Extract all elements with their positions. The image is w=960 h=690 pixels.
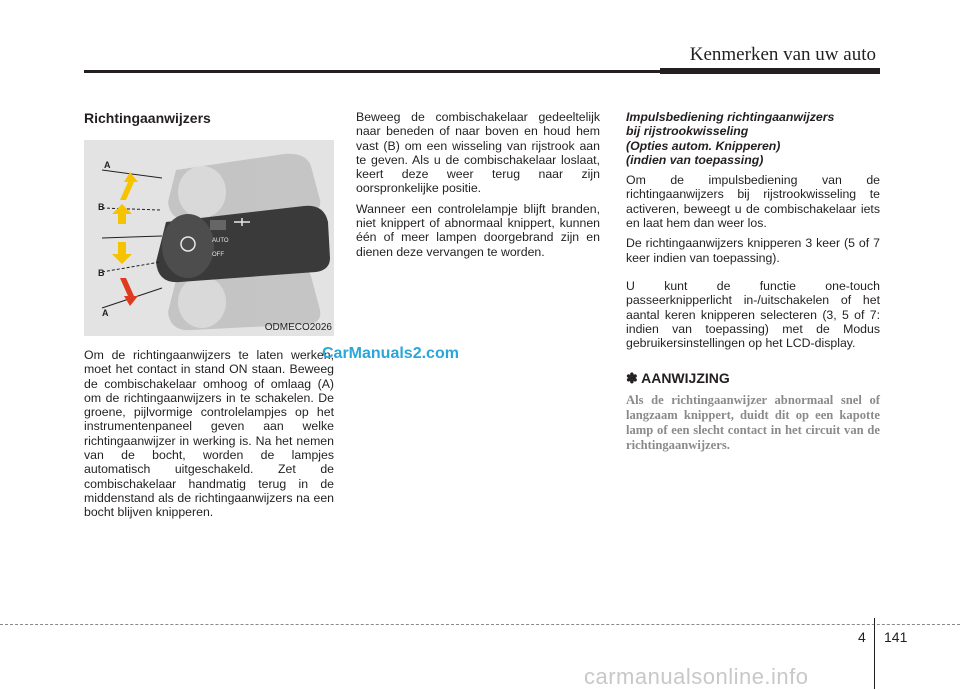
arrow-up-icon [112, 204, 132, 224]
middle-paragraph-1: Beweeg de combischakelaar gedeeltelijk naar beneden of naar boven en houd hem vast (B) om een wisseling van rijstrook aan te geven. Als u de combischakelaar loslaat, keert deze weer terug naar zijn oorspronkelijke positie. [356, 110, 600, 196]
left-column [84, 110, 334, 526]
switch-label-off: OFF [212, 252, 224, 258]
middle-paragraph-2: Wanneer een controlelampje blijft branden, niet knippert of abnormaal knippert, kunnen één of meer lampen doorgebrand zijn en dienen deze vervangen te worden. [356, 201, 600, 259]
left-paragraph: Om de richtingaanwijzers te laten werken, moet het contact in stand ON staan. Beweeg de combischakelaar omhoog of omlaag (A) om de richtingaanwijzers in te schakelen. De groene, pijlvormige controlelampjes op het instrumentenpaneel geven aan welke richtingaanwijzer in werking is. Na het nemen van de bocht, worden de lampjes automatisch uitgeschakeld. Zet de combischakelaar handmatig terug in de middenstand als de richtingaanwijzers na een bocht blijven knipperen. [84, 348, 334, 520]
figure-caption: ODMECO2026 [264, 322, 332, 333]
note-text: Als de richtingaanwijzer abnormaal snel of langzaam knippert, duidt dit op een kapotte lamp of een slecht contact in het circuit van de richtingaanwijzers. [626, 393, 880, 453]
chapter-number: 4 [858, 629, 866, 645]
label-a-bottom: A [102, 308, 109, 318]
right-paragraph-2: De richtingaanwijzers knipperen 3 keer (5 of 7 keer indien van toepassing). [626, 236, 880, 265]
middle-column [356, 110, 600, 265]
arrow-down-curved-icon [120, 278, 138, 306]
stalk-main [156, 206, 330, 282]
turn-signal-figure [84, 140, 334, 336]
leader-center [102, 236, 162, 238]
site-watermark-link[interactable]: CarManuals2.com [322, 345, 459, 362]
page-number: 141 [884, 629, 908, 645]
arrow-up-curved-icon [120, 172, 138, 200]
arrow-down-icon [112, 242, 132, 264]
header-rule-accent [660, 68, 880, 74]
label-b-bottom: B [98, 268, 105, 278]
label-a-top: A [104, 160, 111, 170]
subsection-title [626, 110, 880, 167]
section-title: Richtingaanwijzers [84, 110, 211, 126]
leader-b-bottom [102, 262, 160, 272]
note-title: ✽ AANWIJZING [626, 370, 730, 387]
label-b-top: B [98, 202, 105, 212]
right-column [626, 110, 880, 453]
subsection-title-line-2: bij rijstrookwisseling [626, 124, 749, 139]
footer-page-separator [874, 618, 875, 689]
subsection-title-line-4: (indien van toepassing) [626, 152, 764, 167]
page-header-title: Kenmerken van uw auto [689, 44, 876, 65]
footer-divider [0, 624, 960, 625]
right-paragraph-3: U kunt de functie one-touch passeerknipperlicht in-/uitschakelen of het aantal keren knipperen selecteren (3, 5 of 7: indien van toepassing) met de Modus gebruikersinstellingen op het LCD-display. [626, 278, 880, 351]
switch-label-auto: AUTO [212, 238, 229, 244]
right-paragraph-1: Om de impulsbediening van de richtingaanwijzers bij rijstrookwisseling te activeren, beweegt u de combischakelaar iets en laat hem dan weer los. [626, 173, 880, 231]
footer-watermark-link[interactable]: carmanualsonline.info [584, 664, 809, 689]
subsection-title-line-3: (Opties autom. Knipperen) [626, 138, 781, 153]
subsection-title-line-1: Impulsbediening richtingaanwijzers [626, 110, 835, 124]
turn-signal-illustration [84, 140, 334, 336]
leader-b-top [102, 208, 160, 210]
